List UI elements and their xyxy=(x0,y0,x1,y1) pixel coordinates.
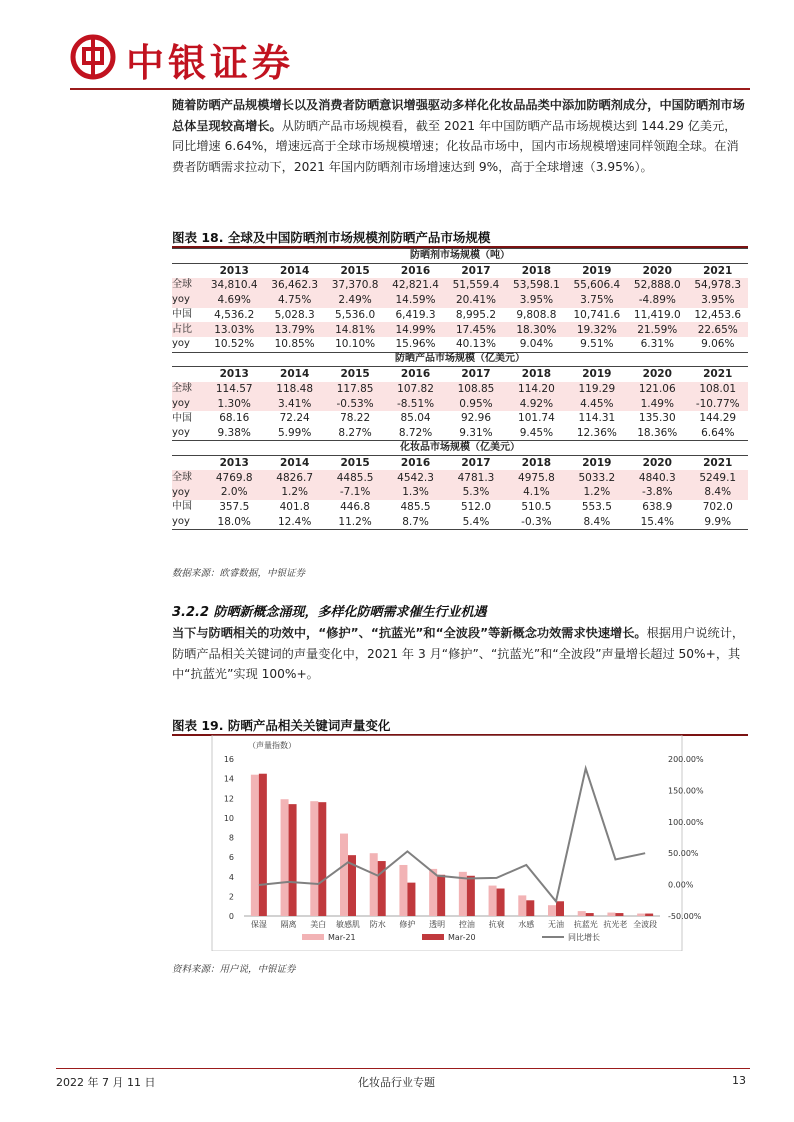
table-cell: -0.53% xyxy=(325,396,385,411)
y2-tick-label: 0.00% xyxy=(668,880,694,890)
row-label: 中国 xyxy=(172,412,192,424)
table-cell: 6,419.3 xyxy=(395,308,436,321)
year-cell: 2014 xyxy=(280,368,310,381)
section-title-cell: 化妆品市场规模（亿美元） xyxy=(172,441,748,456)
table-cell: 12.36% xyxy=(576,426,617,439)
bar-Mar-20 xyxy=(556,901,564,916)
year-cell: 2014 xyxy=(280,264,310,277)
table-section-title xyxy=(172,249,748,264)
year-cell: 2016 xyxy=(400,457,431,470)
table-cell: 638.9 xyxy=(642,501,673,514)
row-label: 全球 xyxy=(172,278,204,293)
bar-Mar-20 xyxy=(467,876,475,916)
year-cell: 2014 xyxy=(280,457,310,470)
y-tick-label: 4 xyxy=(228,872,234,882)
table-cell: -3.8% xyxy=(627,485,687,500)
y-tick-label: 12 xyxy=(223,794,234,804)
table-cell: 17.45% xyxy=(446,322,506,337)
table-cell: -7.1% xyxy=(325,485,385,500)
bar-Mar-20 xyxy=(615,913,623,916)
table-cell: 68.16 xyxy=(219,412,250,425)
year-cell: 2021 xyxy=(703,264,733,277)
year-cell: 2020 xyxy=(642,264,672,277)
bar-Mar-21 xyxy=(489,886,497,916)
year-cell: 2013 xyxy=(219,264,249,277)
table-cell: 5,028.3 xyxy=(274,308,315,321)
table-cell: 9.45% xyxy=(519,426,554,439)
section-title-cell: 防晒剂市场规模（吨） xyxy=(172,249,748,264)
table-row xyxy=(172,411,748,426)
page-header xyxy=(70,28,750,88)
table-cell: 3.75% xyxy=(567,293,627,308)
year-cell: 2016 xyxy=(400,264,431,277)
legend-label: 同比增长 xyxy=(568,933,600,942)
year-cell: 2017 xyxy=(461,368,491,381)
table-cell: 10.85% xyxy=(274,338,315,351)
table-cell: 5.3% xyxy=(446,485,506,500)
table-cell: 114.57 xyxy=(204,382,264,397)
row-label: 中国 xyxy=(172,501,192,513)
table-cell: 1.2% xyxy=(264,485,324,500)
bar-Mar-21 xyxy=(251,775,259,916)
year-cell: 2020 xyxy=(642,457,672,470)
table-cell: 4.45% xyxy=(567,396,627,411)
x-tick-label: 保湿 xyxy=(250,920,267,929)
row-label: yoy xyxy=(172,515,204,530)
table-cell: 4840.3 xyxy=(627,470,687,485)
table-cell: 510.5 xyxy=(521,501,552,514)
table-cell: 51,559.4 xyxy=(446,278,506,293)
row-label: yoy xyxy=(172,293,204,308)
bar-Mar-20 xyxy=(586,913,594,916)
bar-Mar-21 xyxy=(370,853,378,916)
x-tick-label: 美白 xyxy=(310,920,327,929)
x-tick-label: 抗光老 xyxy=(603,920,628,929)
y-tick-label: 0 xyxy=(228,912,234,921)
section-body: 根据用户说统计，防晒产品相关关键词的声量变化中，2021 年 3 月“修护”、“抗蓝光”和“全波段”声量增长超过 50%+，其中“抗蓝光”实现 100%+。 xyxy=(172,626,745,681)
table-cell: 4769.8 xyxy=(204,470,264,485)
table-cell: 4,536.2 xyxy=(214,308,255,321)
year-cell: 2013 xyxy=(219,457,249,470)
table-cell: 18.36% xyxy=(637,426,678,439)
table-cell: 4.1% xyxy=(506,485,566,500)
section-lead: 当下与防晒相关的功效中，“修护”、“抗蓝光”和“全波段”等新概念功效需求快速增长。 xyxy=(172,626,647,640)
table-cell: 54,978.3 xyxy=(688,278,749,293)
table-cell: 34,810.4 xyxy=(204,278,264,293)
x-tick-label: 水感 xyxy=(518,920,535,929)
bar-Mar-20 xyxy=(407,883,415,916)
year-cell: 2015 xyxy=(340,264,370,277)
table-row xyxy=(172,278,748,293)
row-label: 全球 xyxy=(172,470,204,485)
table-year-row xyxy=(172,367,748,382)
table-cell: 9.04% xyxy=(519,338,554,351)
y-tick-label: 8 xyxy=(228,833,234,843)
legend-swatch xyxy=(422,934,444,940)
table-year-row xyxy=(172,456,748,471)
table-cell: -0.3% xyxy=(506,515,566,530)
table-row xyxy=(172,470,748,485)
table-year-row xyxy=(172,263,748,278)
bar-Mar-21 xyxy=(548,905,556,916)
x-tick-label: 隔离 xyxy=(280,920,297,929)
footer-page-number: 13 xyxy=(732,1074,746,1087)
y-tick-label: 10 xyxy=(223,813,234,823)
table-cell: 9,808.8 xyxy=(516,308,557,321)
y-axis-unit-label: （声量指数） xyxy=(248,741,296,750)
year-cell: 2016 xyxy=(400,368,431,381)
y2-tick-label: 150.00% xyxy=(668,786,704,796)
bar-Mar-21 xyxy=(578,911,586,916)
table-cell: 108.85 xyxy=(446,382,506,397)
table-cell: 12.4% xyxy=(264,515,324,530)
table-cell: 18.0% xyxy=(204,515,264,530)
table-cell: 12,453.6 xyxy=(694,308,742,321)
table-cell: 21.59% xyxy=(627,322,687,337)
table-cell: 3.95% xyxy=(688,293,749,308)
bar-Mar-21 xyxy=(281,799,289,916)
table-cell: 4.75% xyxy=(264,293,324,308)
table-cell: 8.4% xyxy=(688,485,749,500)
y-tick-label: 16 xyxy=(223,755,234,764)
table-cell: 2.0% xyxy=(204,485,264,500)
bar-Mar-21 xyxy=(429,869,437,916)
y2-tick-label: 100.00% xyxy=(668,817,704,827)
table-section-title xyxy=(172,352,748,367)
row-label: yoy xyxy=(172,427,190,439)
table-cell: 5,536.0 xyxy=(335,308,376,321)
table-cell: 512.0 xyxy=(460,501,491,514)
table-cell: 114.20 xyxy=(506,382,566,397)
table-cell: 4485.5 xyxy=(325,470,385,485)
table-cell: 144.29 xyxy=(699,412,737,425)
table-cell: 2.49% xyxy=(325,293,385,308)
table-cell: 42,821.4 xyxy=(385,278,445,293)
table-cell: -4.89% xyxy=(627,293,687,308)
y2-tick-label: 200.00% xyxy=(668,755,704,764)
table-cell: 6.31% xyxy=(640,338,674,351)
table-row xyxy=(172,382,748,397)
table-cell: 117.85 xyxy=(325,382,385,397)
x-tick-label: 透明 xyxy=(429,920,446,929)
table-cell: 10.52% xyxy=(214,338,255,351)
year-cell: 2013 xyxy=(219,368,249,381)
table-cell: 553.5 xyxy=(581,501,612,514)
legend-swatch xyxy=(302,934,324,940)
table-cell: 78.22 xyxy=(340,412,371,425)
year-cell: 2019 xyxy=(582,368,612,381)
table-cell: 11,419.0 xyxy=(633,308,681,321)
table-cell: 40.13% xyxy=(455,338,496,351)
table-cell: 10,741.6 xyxy=(573,308,621,321)
footer-date: 2022 年 7 月 11 日 xyxy=(56,1076,156,1089)
section-title-cell: 防晒产品市场规模（亿美元） xyxy=(172,352,748,367)
table-row xyxy=(172,485,748,500)
table-cell: 72.24 xyxy=(279,412,310,425)
table-cell: 9.51% xyxy=(580,338,614,351)
table-cell: 4.92% xyxy=(506,396,566,411)
x-tick-label: 全波段 xyxy=(633,920,658,929)
bar-Mar-21 xyxy=(399,865,407,916)
header-rule xyxy=(70,88,750,90)
year-cell: 2015 xyxy=(340,368,370,381)
table-cell: 13.79% xyxy=(264,322,324,337)
table-cell: 1.49% xyxy=(627,396,687,411)
year-cell: 2019 xyxy=(582,264,612,277)
table-cell: 5.99% xyxy=(277,426,312,439)
table-cell: 92.96 xyxy=(460,412,491,425)
table-cell: 107.82 xyxy=(385,382,445,397)
footer-rule xyxy=(56,1068,750,1069)
bar-Mar-20 xyxy=(497,889,505,916)
x-tick-label: 控油 xyxy=(458,920,475,929)
table-cell: 53,598.1 xyxy=(506,278,566,293)
year-row-label xyxy=(172,456,204,471)
table-cell: 37,370.8 xyxy=(325,278,385,293)
table-row xyxy=(172,308,748,323)
y2-tick-label: 50.00% xyxy=(668,849,699,859)
table-cell: 3.95% xyxy=(506,293,566,308)
y2-tick-label: -50.00% xyxy=(668,912,702,921)
row-label: 中国 xyxy=(172,309,192,321)
table-cell: 101.74 xyxy=(518,412,555,425)
table-cell: -10.77% xyxy=(688,396,749,411)
table-row xyxy=(172,322,748,337)
table-row xyxy=(172,396,748,411)
table-cell: 9.9% xyxy=(688,515,749,530)
table-cell: 8.4% xyxy=(567,515,627,530)
year-row-label xyxy=(172,367,204,382)
table-cell: 13.03% xyxy=(204,322,264,337)
legend-label: Mar-21 xyxy=(328,933,356,942)
year-cell: 2015 xyxy=(340,457,370,470)
table-cell: 1.2% xyxy=(567,485,627,500)
year-cell: 2017 xyxy=(461,457,491,470)
table-cell: 9.31% xyxy=(459,426,493,439)
table-cell: 1.30% xyxy=(204,396,264,411)
row-label: yoy xyxy=(172,338,190,350)
legend-label: Mar-20 xyxy=(448,933,476,942)
table-cell: 4781.3 xyxy=(446,470,506,485)
table-cell: 22.65% xyxy=(688,322,749,337)
table-cell: 3.41% xyxy=(264,396,324,411)
table-cell: 14.59% xyxy=(385,293,445,308)
x-tick-label: 抗蓝光 xyxy=(573,920,598,929)
table-cell: 114.31 xyxy=(578,412,616,425)
table-cell: 14.99% xyxy=(385,322,445,337)
keyword-volume-chart xyxy=(172,735,748,951)
table-cell: 9.06% xyxy=(701,338,735,351)
x-tick-label: 修护 xyxy=(399,920,416,929)
bar-Mar-20 xyxy=(437,875,445,916)
bar-Mar-21 xyxy=(310,801,318,916)
bar-Mar-20 xyxy=(526,900,534,916)
table-cell: 55,606.4 xyxy=(567,278,627,293)
table-cell: 15.4% xyxy=(627,515,687,530)
figure18-source: 数据来源：欧睿数据，中银证券 xyxy=(172,568,306,579)
table-cell: 8.72% xyxy=(398,426,433,439)
year-cell: 2021 xyxy=(703,457,733,470)
table-cell: 1.3% xyxy=(385,485,445,500)
table-cell: 702.0 xyxy=(702,501,733,514)
table-cell: 8,995.2 xyxy=(455,308,496,321)
year-cell: 2017 xyxy=(461,264,491,277)
table-row xyxy=(172,426,748,441)
figure18-title: 图表 18. 全球及中国防晒剂市场规模剂防晒产品市场规模 xyxy=(172,230,491,245)
table-cell: 8.7% xyxy=(385,515,445,530)
table-cell: 10.10% xyxy=(335,338,376,351)
table-row xyxy=(172,500,748,515)
table-cell: 15.96% xyxy=(395,338,436,351)
table-cell: 18.30% xyxy=(506,322,566,337)
table-cell: 9.38% xyxy=(217,426,251,439)
year-cell: 2020 xyxy=(642,368,672,381)
table-cell: 4.69% xyxy=(204,293,264,308)
year-cell: 2018 xyxy=(521,264,552,277)
bar-Mar-20 xyxy=(318,802,326,916)
table-cell: 19.32% xyxy=(567,322,627,337)
table-cell: 20.41% xyxy=(446,293,506,308)
table-row xyxy=(172,515,748,530)
table-cell: 85.04 xyxy=(400,412,431,425)
table-cell: 0.95% xyxy=(446,396,506,411)
x-tick-label: 敏感肌 xyxy=(336,920,360,929)
table-cell: 4826.7 xyxy=(264,470,324,485)
y-tick-label: 2 xyxy=(228,892,234,902)
row-label: yoy xyxy=(172,485,204,500)
table-cell: 5.4% xyxy=(446,515,506,530)
table-cell: 485.5 xyxy=(400,501,431,514)
table-row xyxy=(172,293,748,308)
intro-lead: 随着防晒产品规模增长以及消费者防晒意识增强驱动多样化化妆品品类中添加防晒剂成分，中国防晒剂市场总体呈现较高增长。 xyxy=(172,98,745,133)
table-cell: 4542.3 xyxy=(385,470,445,485)
table-cell: 357.5 xyxy=(219,501,250,514)
brand-name: 中银证券 xyxy=(126,40,295,85)
bar-Mar-21 xyxy=(518,895,526,916)
bar-Mar-21 xyxy=(637,914,645,916)
table-row xyxy=(172,337,748,352)
bank-logo-icon xyxy=(70,34,116,80)
x-tick-label: 抗衰 xyxy=(488,920,505,929)
x-tick-label: 无油 xyxy=(548,920,564,929)
row-label: 全球 xyxy=(172,382,204,397)
table-cell: 14.81% xyxy=(325,322,385,337)
table-cell: 11.2% xyxy=(325,515,385,530)
market-size-table xyxy=(172,248,748,530)
table-cell: 5033.2 xyxy=(567,470,627,485)
year-row-label xyxy=(172,263,204,278)
table-cell: 135.30 xyxy=(638,412,676,425)
figure19-title: 图表 19. 防晒产品相关关键词声量变化 xyxy=(172,718,391,733)
table-cell: 401.8 xyxy=(279,501,310,514)
bar-Mar-21 xyxy=(340,834,348,916)
bar-Mar-21 xyxy=(607,913,615,916)
table-cell: 4975.8 xyxy=(506,470,566,485)
table-cell: 6.64% xyxy=(701,426,735,439)
x-tick-label: 防水 xyxy=(369,920,386,929)
section-heading: 3.2.2 防晒新概念涌现，多样化防晒需求催生行业机遇 xyxy=(172,605,487,620)
table-cell: 36,462.3 xyxy=(264,278,324,293)
figure19-source: 资料来源：用户说，中银证券 xyxy=(172,964,296,975)
table-cell: -8.51% xyxy=(385,396,445,411)
intro-paragraph xyxy=(172,95,748,177)
table-cell: 446.8 xyxy=(340,501,371,514)
row-label: yoy xyxy=(172,396,204,411)
table-cell: 118.48 xyxy=(264,382,324,397)
intro-body: 从防晒产品市场规模看，截至 2021 年中国防晒产品市场规模达到 144.29 亿美元，同比增速 6.64%，增速远高于全球市场规模增速；化妆品市场中，国内市场规模增速同样领跑全球。在消费者防晒需求拉动下，2021 年国内防晒剂市场增速达到 9%，高于全球增速（3.95%）。 xyxy=(172,118,739,174)
year-cell: 2021 xyxy=(703,368,733,381)
bar-Mar-20 xyxy=(259,774,267,916)
year-cell: 2019 xyxy=(582,457,612,470)
section-paragraph xyxy=(172,623,748,685)
y-tick-label: 14 xyxy=(223,774,234,784)
table-cell: 119.29 xyxy=(567,382,627,397)
table-cell: 121.06 xyxy=(627,382,687,397)
table-cell: 5249.1 xyxy=(688,470,749,485)
bar-Mar-20 xyxy=(645,914,653,916)
y-tick-label: 6 xyxy=(228,853,234,863)
row-label: 占比 xyxy=(172,322,204,337)
year-cell: 2018 xyxy=(521,368,552,381)
bar-Mar-20 xyxy=(289,804,297,916)
table-cell: 108.01 xyxy=(688,382,749,397)
footer-title: 化妆品行业专题 xyxy=(358,1076,435,1089)
table-cell: 8.27% xyxy=(338,426,372,439)
table-cell: 52,888.0 xyxy=(627,278,687,293)
table-section-title xyxy=(172,441,748,456)
year-cell: 2018 xyxy=(521,457,552,470)
